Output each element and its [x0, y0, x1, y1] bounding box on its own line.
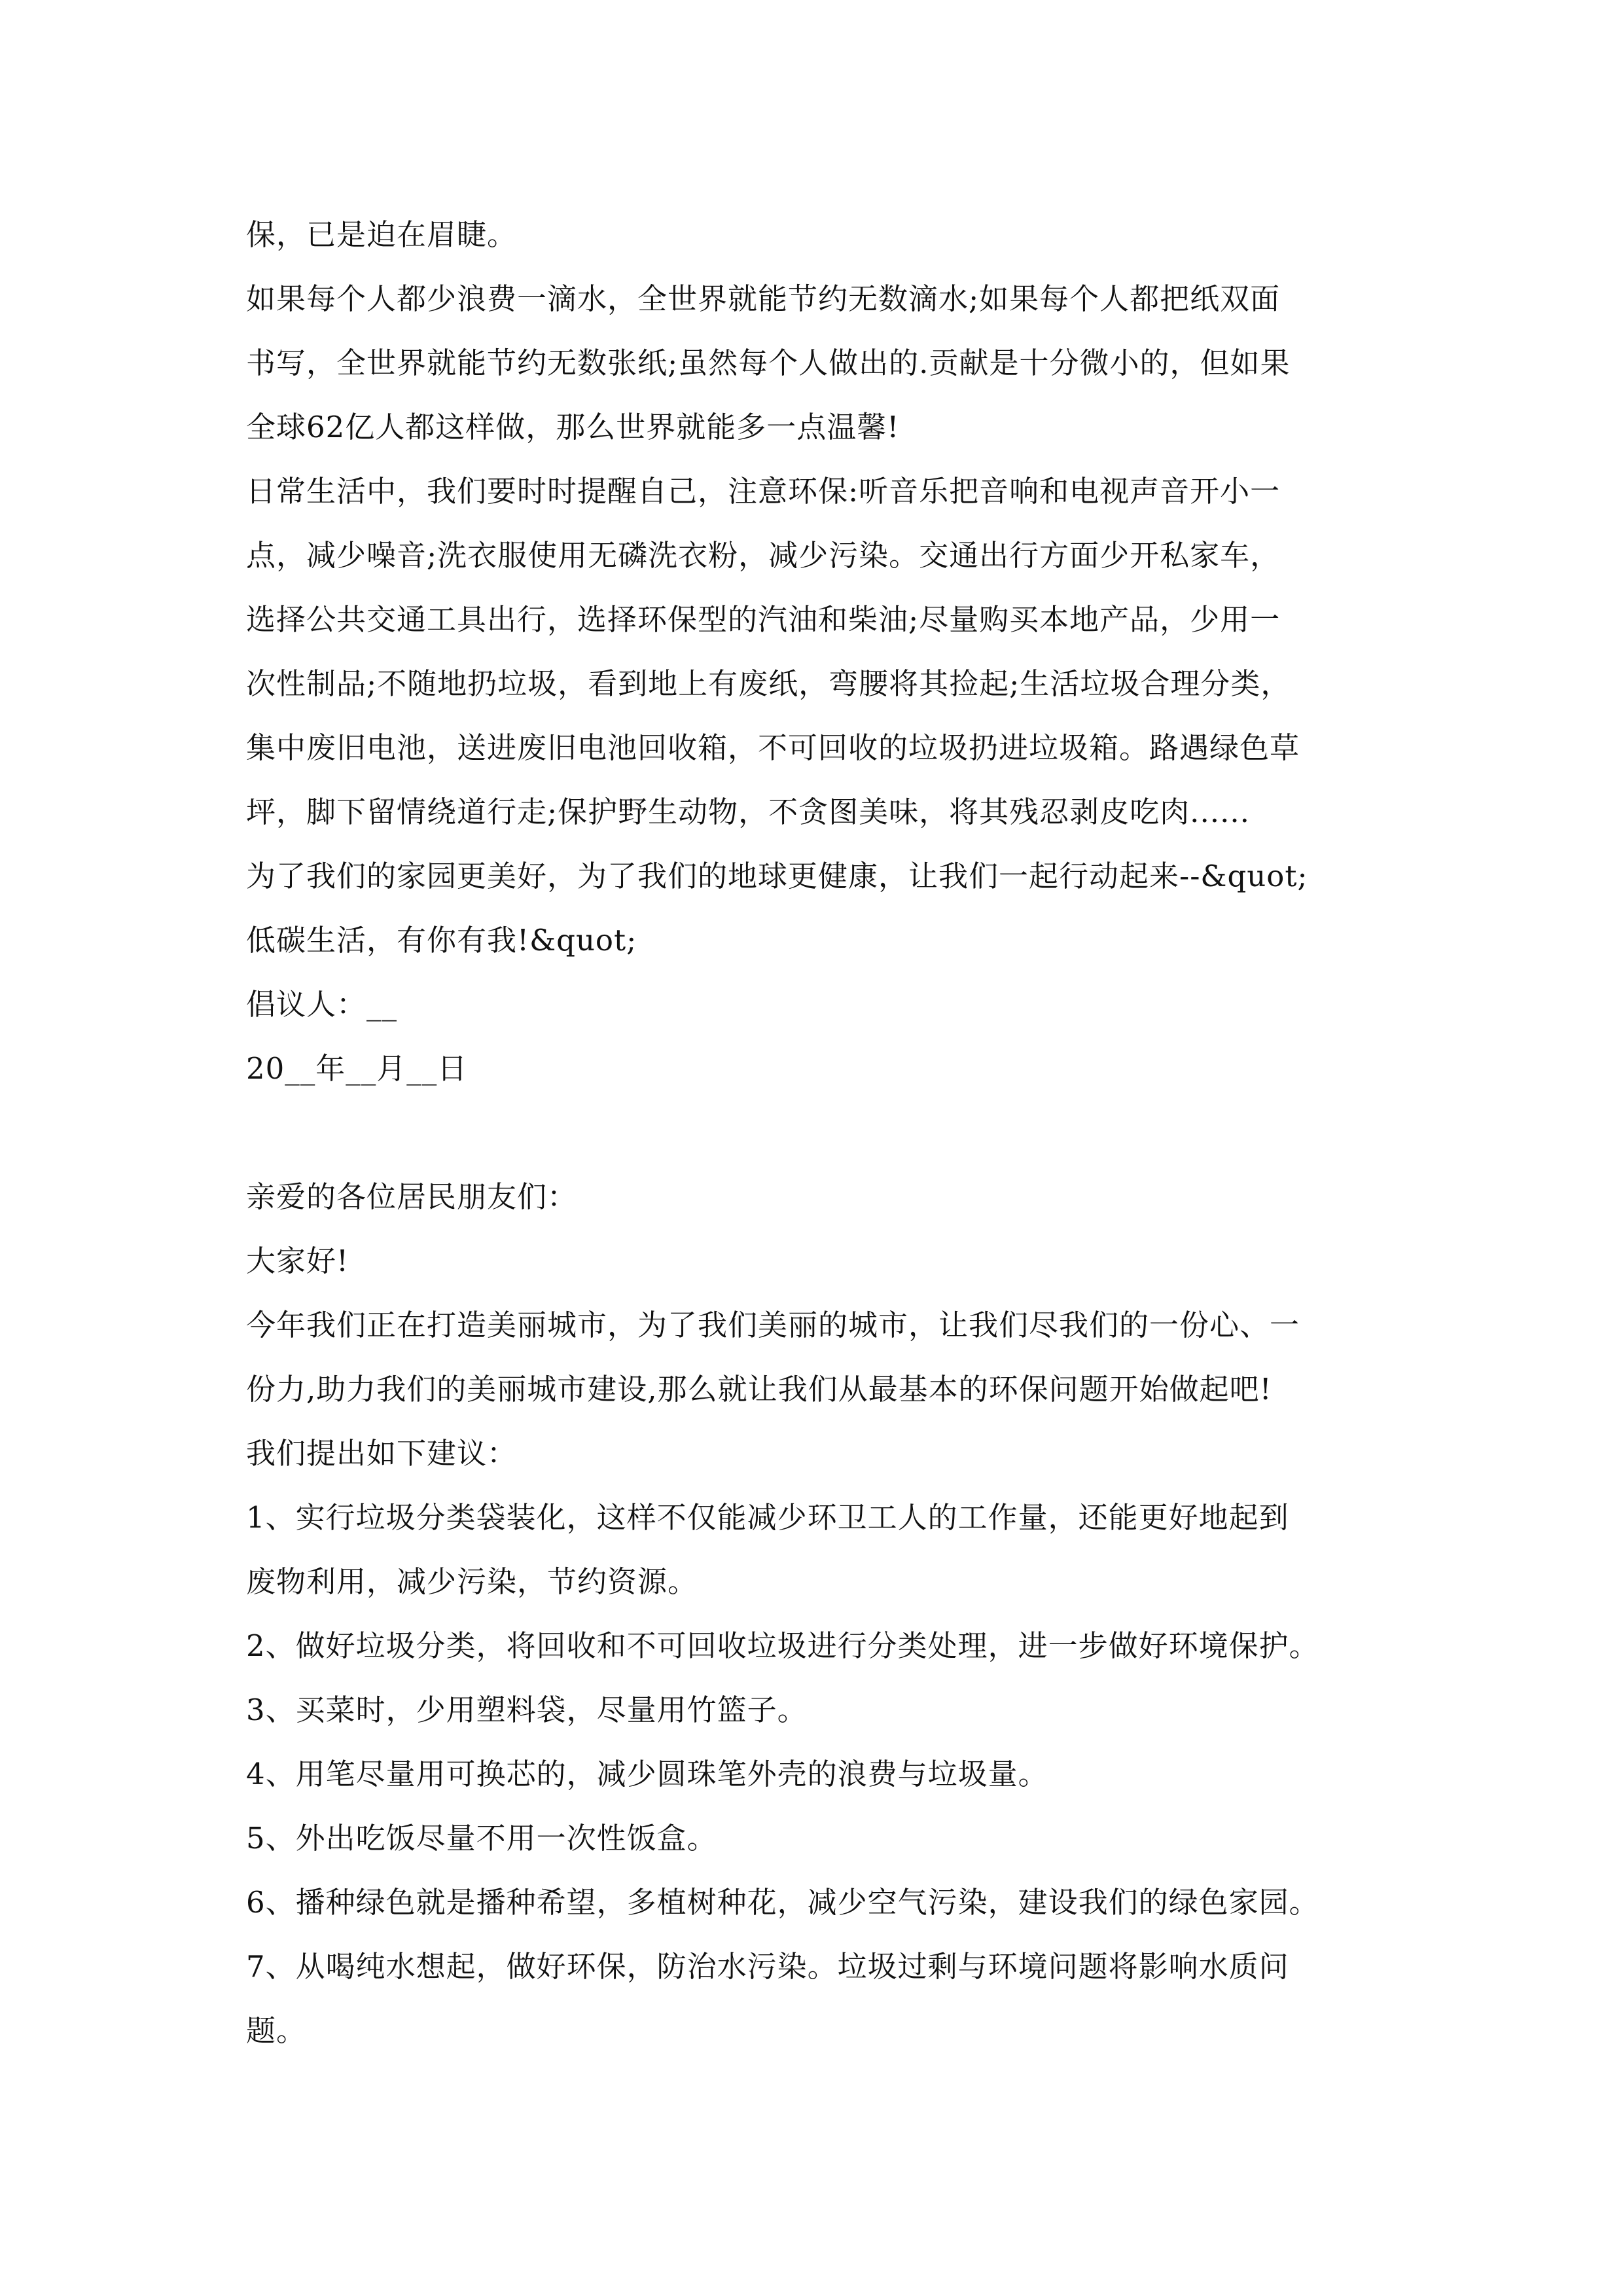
- salutation: 亲爱的各位居民朋友们：: [246, 1179, 578, 1214]
- text-line: 点，减少噪音;洗衣服使用无磷洗衣粉，减少污染。交通出行方面少开私家车，: [246, 538, 1281, 573]
- text-line: 我们提出如下建议：: [246, 1436, 518, 1471]
- text-line: 全球62亿人都这样做，那么世界就能多一点温馨!: [246, 410, 900, 444]
- document-page: [246, 203, 1398, 2063]
- list-item: 5、外出吃饭尽量不用一次性饭盒。: [246, 1821, 717, 1856]
- list-item: 2、做好垃圾分类，将回收和不可回收垃圾进行分类处理，进一步做好环境保护。: [246, 1628, 1319, 1663]
- list-item: 6、播种绿色就是播种希望，多植树种花，减少空气污染，建设我们的绿色家园。: [246, 1885, 1319, 1920]
- text-line: 选择公共交通工具出行，选择环保型的汽油和柴油;尽量购买本地产品，少用一: [246, 602, 1281, 637]
- text-line: 如果每个人都少浪费一滴水，全世界就能节约无数滴水;如果每个人都把纸双面: [246, 281, 1281, 316]
- text-line: 低碳生活，有你有我!&quot;: [246, 923, 637, 958]
- text-line: 日常生活中，我们要时时提醒自己，注意环保:听音乐把音响和电视声音开小一: [246, 474, 1281, 509]
- list-item-continued: 题。: [246, 2013, 307, 2048]
- list-item: 3、买菜时，少用塑料袋，尽量用竹篮子。: [246, 1693, 808, 1727]
- text-line: 今年我们正在打造美丽城市，为了我们美丽的城市，让我们尽我们的一份心、一: [246, 1308, 1300, 1342]
- greeting: 大家好!: [246, 1244, 349, 1278]
- text-line: 坪，脚下留情绕道行走;保护野生动物，不贪图美味，将其残忍剥皮吃肉......: [246, 795, 1250, 829]
- text-line: 次性制品;不随地扔垃圾，看到地上有废纸，弯腰将其捡起;生活垃圾合理分类，: [246, 666, 1291, 701]
- list-item: 1、实行垃圾分类袋装化，这样不仅能减少环卫工人的工作量，还能更好地起到: [246, 1500, 1289, 1535]
- text-line: 份力,助力我们的美丽城市建设,那么就让我们从最基本的环保问题开始做起吧!: [246, 1372, 1272, 1407]
- section-gap: [246, 1101, 1398, 1165]
- text-line: 集中废旧电池，送进废旧电池回收箱，不可回收的垃圾扔进垃圾箱。路遇绿色草: [246, 730, 1300, 765]
- date-line: 20__年__月__日: [246, 1051, 468, 1086]
- text-line: 保，已是迫在眉睫。: [246, 217, 518, 252]
- list-item: 7、从喝纯水想起，做好环保，防治水污染。垃圾过剩与环境问题将影响水质问: [246, 1949, 1289, 1984]
- text-line: 书写，全世界就能节约无数张纸;虽然每个人做出的.贡献是十分微小的，但如果: [246, 346, 1291, 380]
- section-proposal-end: [246, 203, 1398, 1101]
- signature-line: 倡议人：__: [246, 987, 398, 1022]
- section-resident-proposal: [246, 1165, 1398, 2063]
- text-line: 为了我们的家园更美好，为了我们的地球更健康，让我们一起行动起来--&quot;: [246, 859, 1308, 893]
- list-item: 4、用笔尽量用可换芯的，减少圆珠笔外壳的浪费与垃圾量。: [246, 1757, 1048, 1791]
- list-item-continued: 废物利用，减少污染，节约资源。: [246, 1564, 698, 1599]
